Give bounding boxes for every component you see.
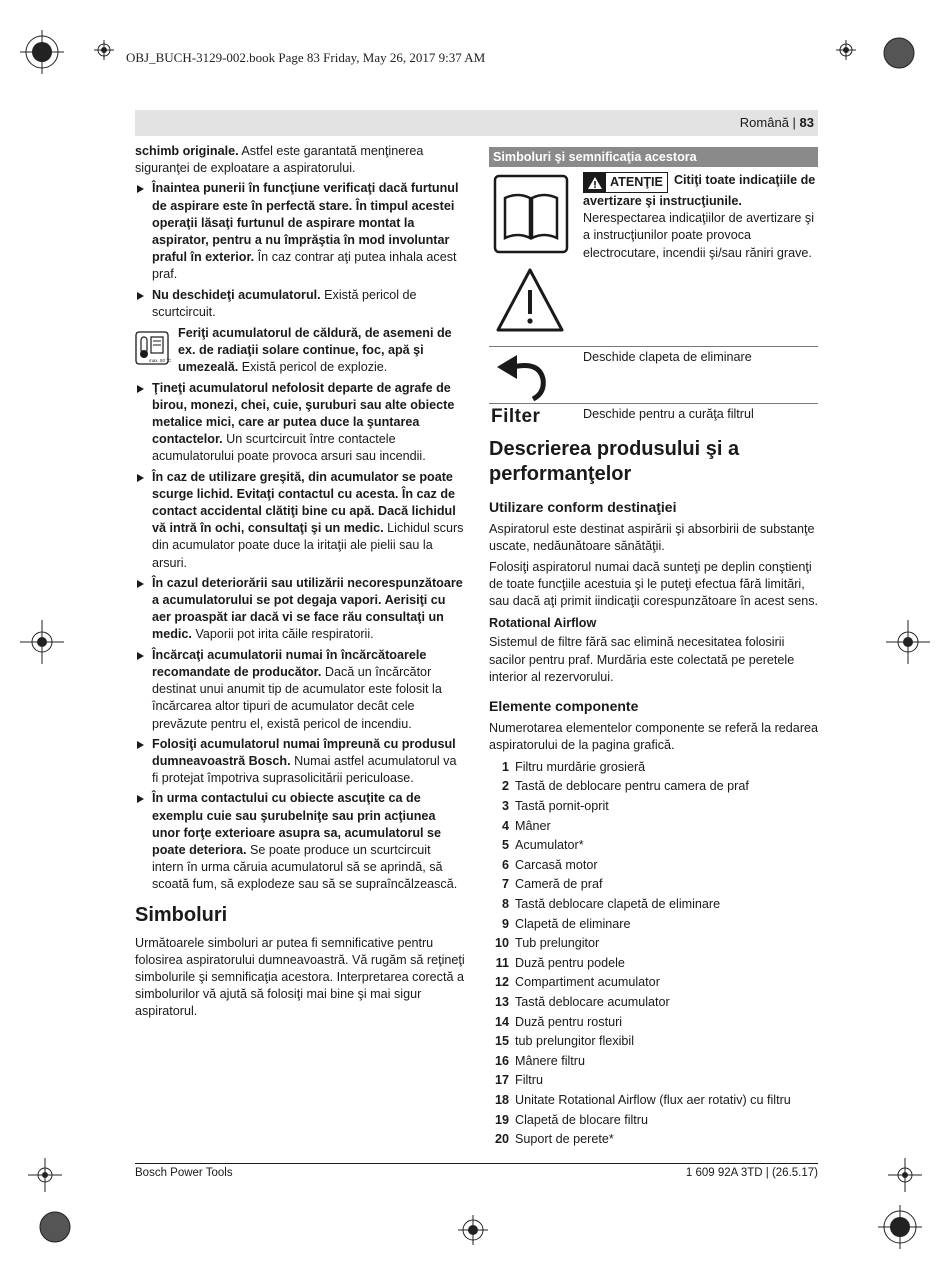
footer-rule	[135, 1163, 818, 1164]
section-title-simboluri: Simboluri	[135, 903, 228, 926]
component-number: 8	[501, 896, 509, 911]
registration-mark-icon	[888, 1158, 922, 1192]
component-number: 5	[501, 838, 509, 853]
component-number: 16	[494, 1053, 509, 1068]
symbol-description	[583, 172, 819, 262]
subsection-title-rotational: Rotational Airflow	[489, 616, 597, 631]
bullet-text: În caz contrar aţi putea inhala acest praf.	[152, 250, 457, 282]
safety-bullet	[135, 469, 465, 572]
use-paragraph: Aspiratorul este destinat aspirării şi absorbirii de substanţe uscate, nedăunătoare sănătăţii.	[489, 522, 815, 554]
registration-mark-icon	[20, 30, 64, 74]
component-item	[489, 856, 819, 876]
component-label: Mâner	[515, 818, 551, 833]
safety-bullet	[135, 736, 465, 788]
bullet-text: Se poate produce un scurtcircuit intern în urma căruia acumulatorul să se aprindă, să scoată fum, să explodeze sau să se supraîncălzească.	[152, 842, 458, 892]
component-item	[489, 895, 819, 915]
component-item	[489, 1071, 819, 1091]
component-label: Tub prelungitor	[515, 936, 600, 951]
component-label: Compartiment acumulator	[515, 975, 660, 990]
bullet-bold: În urma contactului cu obiecte ascuţite ca de exemplu cuie sau şurubelniţe sau prin acţiunea unor forţe exterioare asupra sa, acumulatorul se poate deteriora.	[152, 791, 442, 857]
bullet-text: Există pericol de scurtcircuit.	[152, 287, 417, 319]
rotate-arrow-icon	[495, 351, 551, 401]
component-label: Mânere filtru	[515, 1053, 585, 1068]
left-column	[135, 143, 465, 1021]
safety-bullet	[135, 380, 465, 466]
simboluri-paragraph: Următoarele simboluri ar putea fi semnificative pentru folosirea aspiratorului dumneavoastră. Vă rugăm să reţineţi simbolurile şi semnificaţia acestora. Interpretarea corectă a simbolurilor vă ajută să folosiţi mai bine şi mai sigur aspiratorul.	[135, 935, 465, 1019]
bullet-bold: Încărcaţi acumulatorii numai în încărcătoarele recomandate de producător.	[152, 647, 427, 679]
warning-triangle-icon	[587, 176, 603, 190]
bullet-text: Un scurtcircuit între contactele acumulatorului poate provoca arsuri sau incendii.	[152, 432, 426, 464]
bullet-text: Dacă un încărcător destinat unui anumit tip de acumulator este folosit la încărcarea altor tipuri de acumulator decât cele prevăzute pentru el, există pericol de incendiu.	[152, 664, 442, 731]
component-number: 12	[494, 975, 509, 990]
component-number: 18	[494, 1092, 509, 1107]
rotational-paragraph: Sistemul de filtre fără sac elimină necesitatea folosirii sacilor pentru praf. Murdăria este colectată pe peretele interior al rezervorului.	[489, 635, 795, 684]
registration-mark-icon	[878, 1205, 922, 1249]
symbol-row-open-flap	[489, 347, 818, 403]
bullet-bold: Ţineţi acumulatorul nefolosit departe de agrafe de birou, monezi, chei, cuie, şuruburi sau alte obiecte metalice mici, care ar putea duce la şuntarea contactelor.	[152, 380, 455, 447]
component-item	[489, 993, 819, 1013]
registration-mark-icon	[886, 620, 930, 664]
component-number: 19	[494, 1112, 509, 1127]
component-label: Filtru murdărie grosieră	[515, 759, 646, 774]
component-label: Carcasă motor	[515, 857, 598, 872]
component-label: Tastă pornit-oprit	[515, 799, 609, 814]
registration-mark-icon	[836, 40, 856, 60]
components-intro: Numerotarea elementelor componente se referă la redarea aspiratorului de la pagina grafică.	[489, 721, 819, 753]
component-label: Tastă de deblocare pentru camera de praf	[515, 779, 749, 794]
warning-bold: Feriţi acumulatorul de căldură, de asemeni de ex. de radiaţii solare continue, foc, apă şi umezeală.	[178, 326, 452, 375]
header-language: Română	[739, 115, 789, 130]
right-column	[489, 437, 819, 1150]
intro-text: Astfel este garantată menţinerea siguranţei de exploatare a aspiratorului.	[135, 144, 424, 176]
component-label: Cameră de praf	[515, 877, 603, 892]
bullet-bold: În cazul deteriorării sau utilizării necorespunzătoare a acumulatorului se pot degaja vapori. Aerisiţi cu aer proaspăt iar dacă vi se face rău consultaţi un medic.	[152, 575, 463, 642]
component-number: 13	[494, 994, 509, 1009]
symbol-description: Deschide pentru a curăţa filtrul	[583, 407, 754, 421]
component-item	[489, 836, 819, 856]
component-item	[489, 1012, 819, 1032]
component-item	[489, 1032, 819, 1052]
safety-bullet	[135, 790, 465, 893]
component-number: 3	[501, 799, 509, 814]
safety-bullet	[135, 287, 465, 321]
bullet-bold: Folosiţi acumulatorul numai împreună cu produsul dumneavoastră Bosch.	[152, 736, 456, 768]
max-temperature-icon	[135, 331, 172, 365]
component-item	[489, 1091, 819, 1111]
component-label: Clapetă de blocare filtru	[515, 1112, 649, 1127]
component-number: 4	[501, 818, 509, 833]
safety-bullet	[135, 575, 465, 644]
component-item	[489, 914, 819, 934]
page-number: 83	[799, 115, 814, 130]
component-number: 17	[494, 1073, 509, 1088]
component-number: 2	[501, 779, 509, 794]
use-paragraph: Folosiţi aspiratorul numai dacă sunteţi pe deplin conştienţi de toate funcţiile acestuia şi le puteţi efectua fără limitări, sau dacă aţi primit iindicaţii corespunzătoare în acest sens.	[489, 559, 819, 609]
component-item	[489, 1130, 819, 1150]
symbol-text: Nerespectarea indicaţiilor de avertizare şi a instrucţiunilor poate provoca electrocutare, incendii şi/sau răniri grave.	[583, 211, 814, 260]
bullet-bold: Nu deschideţi acumulatorul.	[152, 287, 321, 302]
component-label: tub prelungitor flexibil	[515, 1034, 635, 1049]
component-label: Tastă deblocare clapetă de eliminare	[515, 896, 721, 911]
component-number: 10	[494, 936, 509, 951]
bullet-text: Numai astfel acumulatorul va fi protejat împotriva suprasolicitării periculoase.	[152, 753, 457, 786]
safety-bullet	[135, 180, 465, 283]
component-item	[489, 816, 819, 836]
bullet-text: Lichidul scurs din acumulator poate duce la iritaţii ale pielii sau la arsuri.	[152, 521, 464, 570]
filter-symbol-label: Filter	[491, 406, 541, 427]
max-temperature-label: max. 50 °C	[149, 358, 172, 364]
bullet-bold: Înaintea punerii în funcţiune verificaţi dacă furtunul de aspirare este în perfectă stare. În timpul acestei operaţii lăsaţi furtunul de aspirare montat la aspirator, pentru a nu împrăştia în mod involuntar praful în exterior.	[152, 181, 459, 265]
subsection-title-utilizare: Utilizare conform destinaţiei	[489, 499, 677, 515]
component-item	[489, 1110, 819, 1130]
attention-badge	[583, 172, 668, 193]
component-label: Clapetă de eliminare	[515, 916, 631, 931]
component-item	[489, 954, 819, 974]
component-number: 6	[501, 857, 509, 872]
component-item	[489, 758, 819, 778]
warning-triangle-icon	[494, 266, 566, 336]
read-manual-icon	[493, 174, 569, 254]
symbol-row-read-manual	[489, 172, 818, 260]
registration-mark-icon	[20, 620, 64, 664]
symbol-description: Deschide clapeta de eliminare	[583, 350, 752, 364]
component-number: 7	[501, 877, 509, 892]
component-item	[489, 1052, 819, 1072]
component-number: 9	[501, 916, 509, 931]
registration-mark-icon	[28, 1158, 62, 1192]
warning-text: Există pericol de explozie.	[238, 360, 388, 375]
component-label: Tastă deblocare acumulator	[515, 994, 670, 1009]
component-label: Acumulator*	[515, 838, 584, 853]
registration-mark-icon	[94, 40, 114, 60]
header-page-label: Română | 83	[739, 115, 814, 130]
component-number: 15	[494, 1034, 509, 1049]
color-target-icon	[882, 36, 916, 70]
subsection-title-componente: Elemente componente	[489, 698, 639, 715]
intro-bold: schimb originale.	[135, 144, 239, 158]
safety-bullet	[135, 647, 465, 733]
components-list	[489, 758, 819, 1150]
attention-label: ATENŢIE	[610, 174, 663, 189]
bullet-text: Vaporii pot irita căile respiratorii.	[191, 627, 374, 642]
footer-doc-code: 1 609 92A 3TD | (26.5.17)	[685, 1167, 818, 1179]
heat-warning	[135, 325, 465, 377]
component-item	[489, 934, 819, 954]
bullet-bold: În caz de utilizare greşită, din acumulator se poate scurge lichid. Evitaţi contactul cu acesta. În caz de contact accidental clătiţi bine cu apă. Dacă lichidul vă intră în ochi, consultaţi şi un medic.	[152, 469, 456, 536]
component-label: Duză pentru podele	[515, 955, 625, 970]
color-target-icon	[38, 1210, 72, 1244]
component-item	[489, 777, 819, 797]
intro-paragraph	[135, 143, 465, 177]
page-header	[135, 110, 818, 136]
symbols-table-header: Simboluri şi semnificaţia acestora	[489, 147, 818, 167]
component-number: 14	[494, 1014, 509, 1029]
component-label: Suport de perete*	[515, 1132, 614, 1147]
component-item	[489, 797, 819, 817]
footer-brand: Bosch Power Tools	[135, 1167, 233, 1179]
component-number: 1	[501, 759, 509, 774]
component-number: 20	[494, 1132, 509, 1147]
component-number: 11	[495, 955, 509, 970]
section-title-descriere: Descrierea produsului şi a performanţelor	[489, 438, 740, 485]
component-item	[489, 973, 819, 993]
component-label: Filtru	[515, 1073, 543, 1088]
component-label: Unitate Rotational Airflow (flux aer rotativ) cu filtru	[515, 1092, 791, 1107]
component-item	[489, 875, 819, 895]
component-label: Duză pentru rosturi	[515, 1014, 623, 1029]
print-slug: OBJ_BUCH-3129-002.book Page 83 Friday, May 26, 2017 9:37 AM	[126, 50, 486, 65]
symbol-bold: Citiţi toate indicaţiile de avertizare şi instrucţiunile.	[583, 173, 816, 208]
symbol-row-filter	[489, 404, 818, 432]
registration-mark-icon	[458, 1215, 488, 1245]
